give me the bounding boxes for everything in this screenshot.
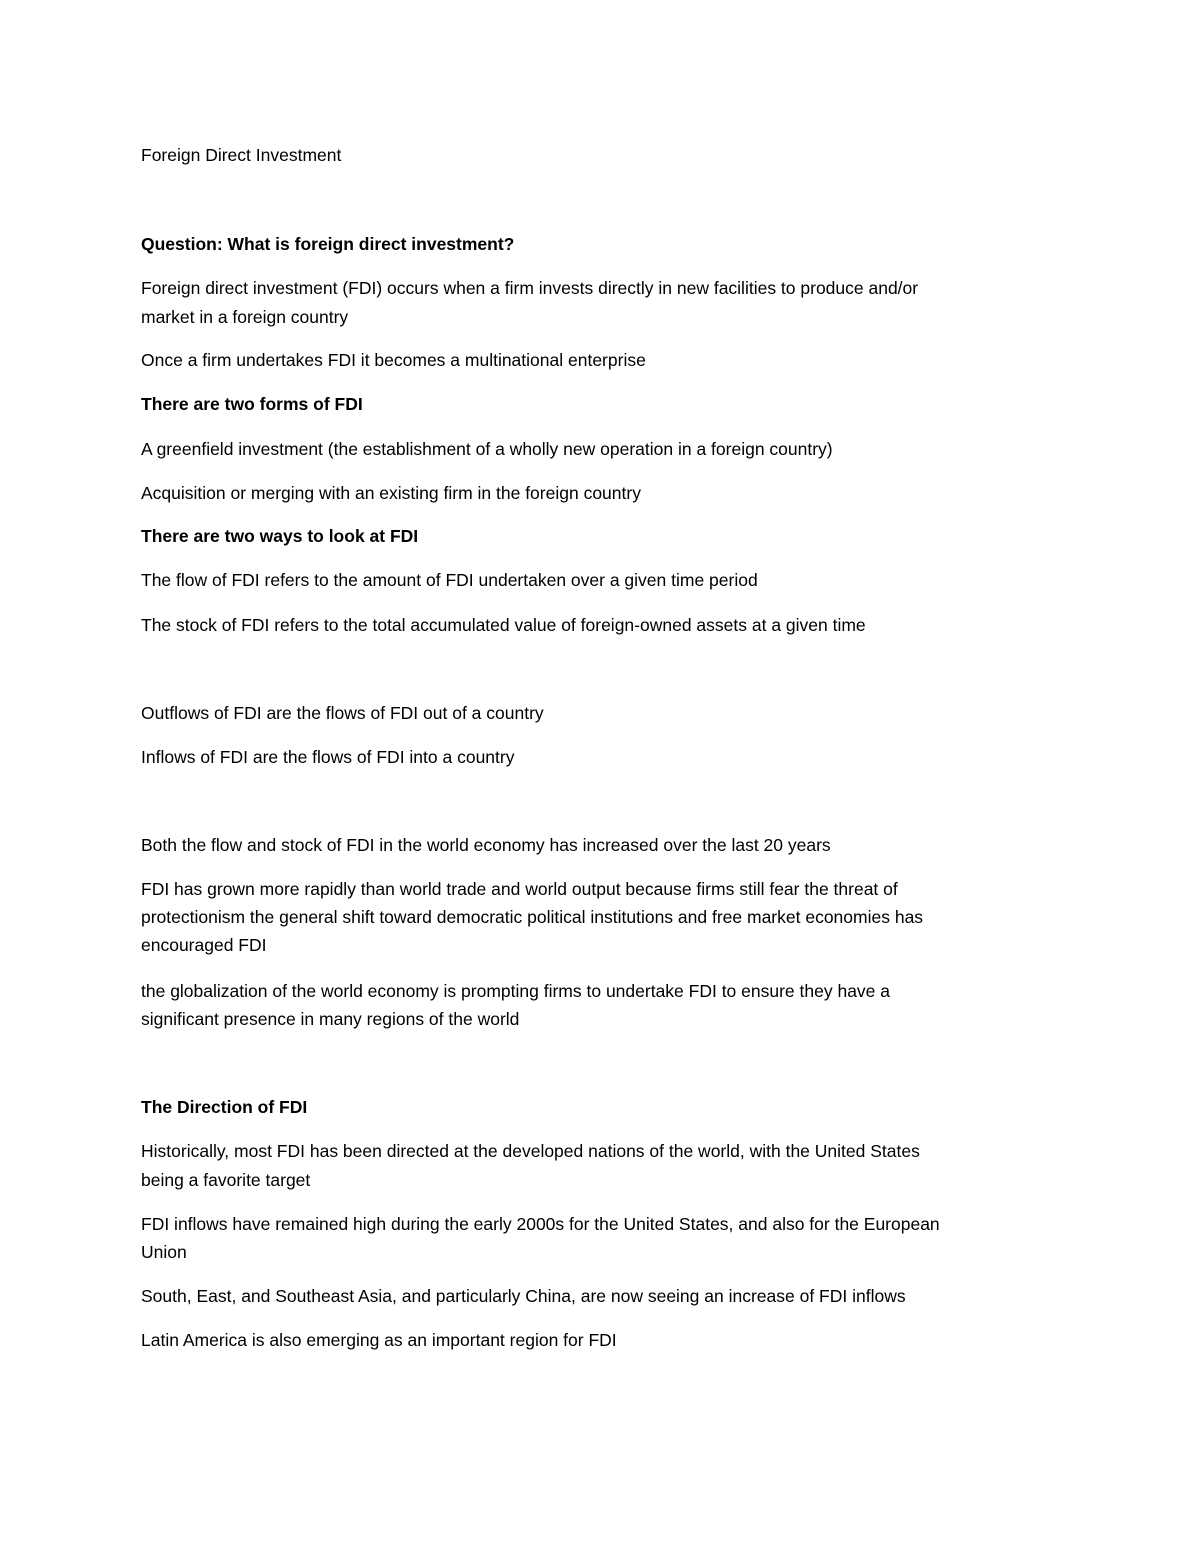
inflows-paragraph: Inflows of FDI are the flows of FDI into a country xyxy=(141,747,515,767)
asia-paragraph: South, East, and Southeast Asia, and particularly China, are now seeing an increase of FDI inflows xyxy=(141,1286,906,1306)
inflows-high-line2: Union xyxy=(141,1242,187,1262)
fdi-definition-line2: market in a foreign country xyxy=(141,307,349,327)
historically-line1: Historically, most FDI has been directed at the developed nations of the world, with the United States xyxy=(141,1141,920,1161)
question-heading: Question: What is foreign direct investment? xyxy=(141,234,515,254)
globalization-line1: the globalization of the world economy is prompting firms to undertake FDI to ensure they have a xyxy=(141,981,891,1001)
multinational-paragraph: Once a firm undertakes FDI it becomes a multinational enterprise xyxy=(141,350,646,370)
growth-line2: protectionism the general shift toward democratic political institutions and free market economies has xyxy=(141,907,924,927)
document-title: Foreign Direct Investment xyxy=(141,145,342,165)
acquisition-paragraph: Acquisition or merging with an existing firm in the foreign country xyxy=(141,483,641,503)
stock-paragraph: The stock of FDI refers to the total accumulated value of foreign-owned assets at a given time xyxy=(141,615,866,635)
inflows-high-line1: FDI inflows have remained high during the early 2000s for the United States, and also for the European xyxy=(141,1214,940,1234)
growth-line3: encouraged FDI xyxy=(141,935,267,955)
globalization-line2: significant presence in many regions of the world xyxy=(141,1009,520,1029)
outflows-paragraph: Outflows of FDI are the flows of FDI out of a country xyxy=(141,703,544,723)
forms-heading: There are two forms of FDI xyxy=(141,394,363,414)
growth-line1: FDI has grown more rapidly than world trade and world output because firms still fear the threat of xyxy=(141,879,898,899)
historically-line2: being a favorite target xyxy=(141,1170,311,1190)
latin-america-paragraph: Latin America is also emerging as an important region for FDI xyxy=(141,1330,617,1350)
increase-paragraph: Both the flow and stock of FDI in the world economy has increased over the last 20 years xyxy=(141,835,831,855)
ways-heading: There are two ways to look at FDI xyxy=(141,526,419,546)
flow-paragraph: The flow of FDI refers to the amount of FDI undertaken over a given time period xyxy=(141,570,758,590)
fdi-definition-line1: Foreign direct investment (FDI) occurs when a firm invests directly in new facilities to produce and/or xyxy=(141,278,919,298)
greenfield-paragraph: A greenfield investment (the establishment of a wholly new operation in a foreign country) xyxy=(141,439,833,459)
direction-heading: The Direction of FDI xyxy=(141,1097,308,1117)
